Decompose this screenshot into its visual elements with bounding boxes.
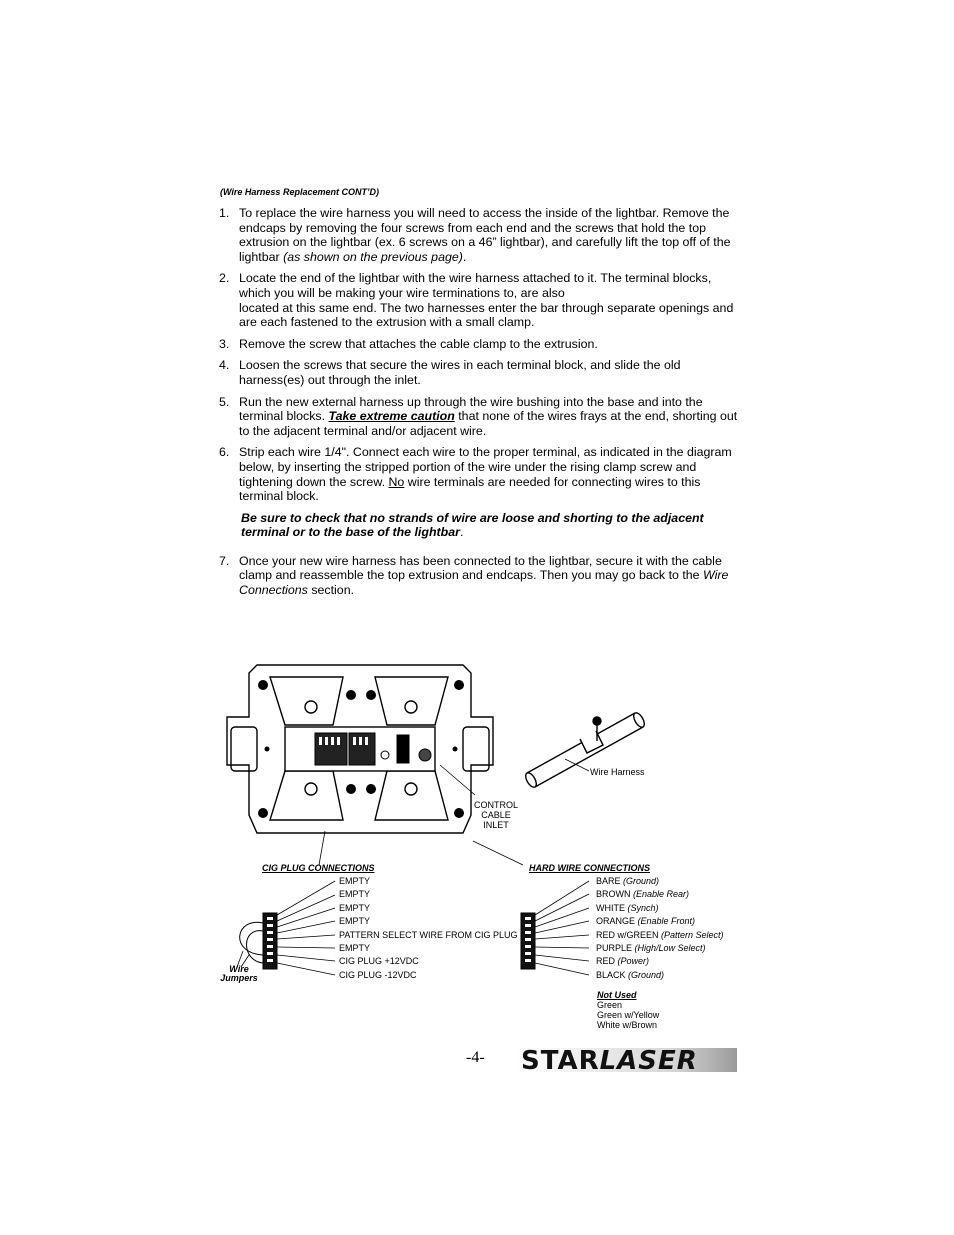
step-text-italic: (as shown on the previous page) [283,249,463,264]
wire-function: (Enable Rear) [633,889,690,899]
wire-color: BARE [596,876,624,886]
page-number: -4- [466,1049,485,1066]
hard-wire-item [596,916,695,926]
wire-color: RED w/GREEN [596,930,662,940]
step-text-italic: Wire Connections [239,568,729,598]
cig-plug-item: EMPTY [339,876,371,886]
step-text-end: section. [307,583,355,598]
logo-text [521,1046,698,1076]
cig-plug-item: EMPTY [339,889,371,899]
step-text: Loosen the screws that secure the wires in each terminal block, and slide the old harness(es) out through the inlet. [239,358,681,387]
hard-wire-heading: HARD WIRE CONNECTIONS [529,863,650,873]
wire-color: BLACK [596,970,629,980]
step-number: 7. [219,553,230,568]
hard-wire-item [596,956,649,966]
caution-note [219,511,739,540]
wire-function: (High/Low Select) [634,943,706,953]
hard-wire-item [596,970,664,980]
underlined-word: No [388,474,405,489]
not-used-heading: Not Used [597,990,637,1000]
hard-wire-item [596,943,706,953]
wire-function: (Ground) [623,876,660,886]
starlaser-logo [515,1044,737,1076]
not-used-item: Green w/Yellow [597,1010,660,1020]
hard-wire-terminal-block [521,913,535,969]
caution-end: . [459,525,464,540]
wire-function: (Synch) [627,903,659,913]
wire-function: (Power) [617,956,650,966]
step-2 [219,271,739,329]
step-number: 6. [219,445,230,460]
cig-plug-heading: CIG PLUG CONNECTIONS [262,863,375,873]
wire-function: (Enable Front) [637,916,696,926]
hard-wire-item [596,930,724,940]
caution-emphasis: Take extreme caution [328,409,455,424]
wire-color: ORANGE [596,916,638,926]
step-text-continued: located at this same end. The two harnesses enter the bar through separate openings and are each fastened to the extrusion with a small clamp. [239,300,734,330]
step-text: Locate the end of the lightbar with the wire harness attached to it. The terminal blocks, which you will be making your wire terminations to, are also [239,271,712,300]
wire-color: PURPLE [596,943,635,953]
step-text-end: wire terminals are needed for connecting wires to this terminal block. [239,474,701,504]
cig-plug-terminal-block [237,913,277,969]
control-cable-inlet-label [466,800,526,830]
cig-plug-lines [277,881,335,975]
jumpers-line-1: Wire [229,964,249,974]
step-number: 3. [219,336,230,351]
wire-color: BROWN [596,889,633,899]
step-3 [219,337,739,352]
hard-wire-item [596,903,659,913]
step-text: Once your new wire harness has been connected to the lightbar, secure it with the cable clamp and reassemble the top extrusion and endcaps. Then you may go back to the [239,553,722,583]
not-used-item: Green [597,1000,623,1010]
cig-plug-item: CIG PLUG +12VDC [339,956,419,966]
step-number: 5. [219,394,230,409]
inlet-line-3: INLET [483,820,509,830]
step-4 [219,358,739,387]
caution-text: Be sure to check that no strands of wire are loose and shorting to the adjacent terminal or to the base of the lightbar [241,510,704,540]
logo-star: STAR [521,1046,600,1076]
wire-function: (Ground) [628,970,665,980]
step-text: Run the new external harness up through the wire bushing into the base and into the terminal blocks. [239,394,703,424]
step-number: 4. [219,358,230,373]
hard-wire-item [596,876,659,886]
step-7 [219,554,739,598]
inlet-line-2: CABLE [481,810,511,820]
wire-jumpers-label [218,965,260,983]
logo-laser: LASER [599,1046,698,1076]
wire-color: WHITE [596,903,628,913]
step-text: To replace the wire harness you will need to access the inside of the lightbar. Remove the endcaps by removing the four screws from each end and the screws that hold the top extrusion on the lightbar (ex. 6 screws on a 46” lightbar), and carefully lift the top off of the lightbar [239,206,731,264]
instruction-steps [219,206,739,605]
cig-plug-item: EMPTY [339,903,371,913]
not-used-list [597,990,659,1030]
wire-harness-label: Wire Harness [590,767,645,777]
step-text: Remove the screw that attaches the cable clamp to the extrusion. [239,336,598,351]
wire-color: RED [596,956,618,966]
section-label: (Wire Harness Replacement CONT’D) [220,187,379,197]
cig-plug-item: EMPTY [339,916,371,926]
step-6 [219,445,739,503]
step-text: Strip each wire 1/4". Connect each wire to the proper terminal, as indicated in the diagram below, by inserting the stripped portion of the wire under the rising clamp screw and tightening down the screw. [239,445,732,489]
cig-plug-item: EMPTY [339,943,371,953]
step-text-end: that none of the wires frays at the end, shorting out to the adjacent terminal and/or adjacent wire. [239,409,738,438]
step-text-end: . [462,249,467,264]
not-used-item: White w/Brown [597,1020,658,1030]
step-5 [219,395,739,439]
cig-plug-item: PATTERN SELECT WIRE FROM CIG PLUG [339,930,518,940]
cig-plug-item: CIG PLUG -12VDC [339,970,417,980]
jumpers-line-2: Jumpers [220,973,258,983]
hard-wire-lines [535,881,589,975]
inlet-line-1: CONTROL [473,800,518,810]
wire-harness-drawing [524,711,647,789]
step-1 [219,206,739,264]
hard-wire-item [596,889,689,899]
wire-function: (Pattern Select) [661,930,724,940]
step-number: 2. [219,271,230,286]
step-number: 1. [219,206,230,220]
